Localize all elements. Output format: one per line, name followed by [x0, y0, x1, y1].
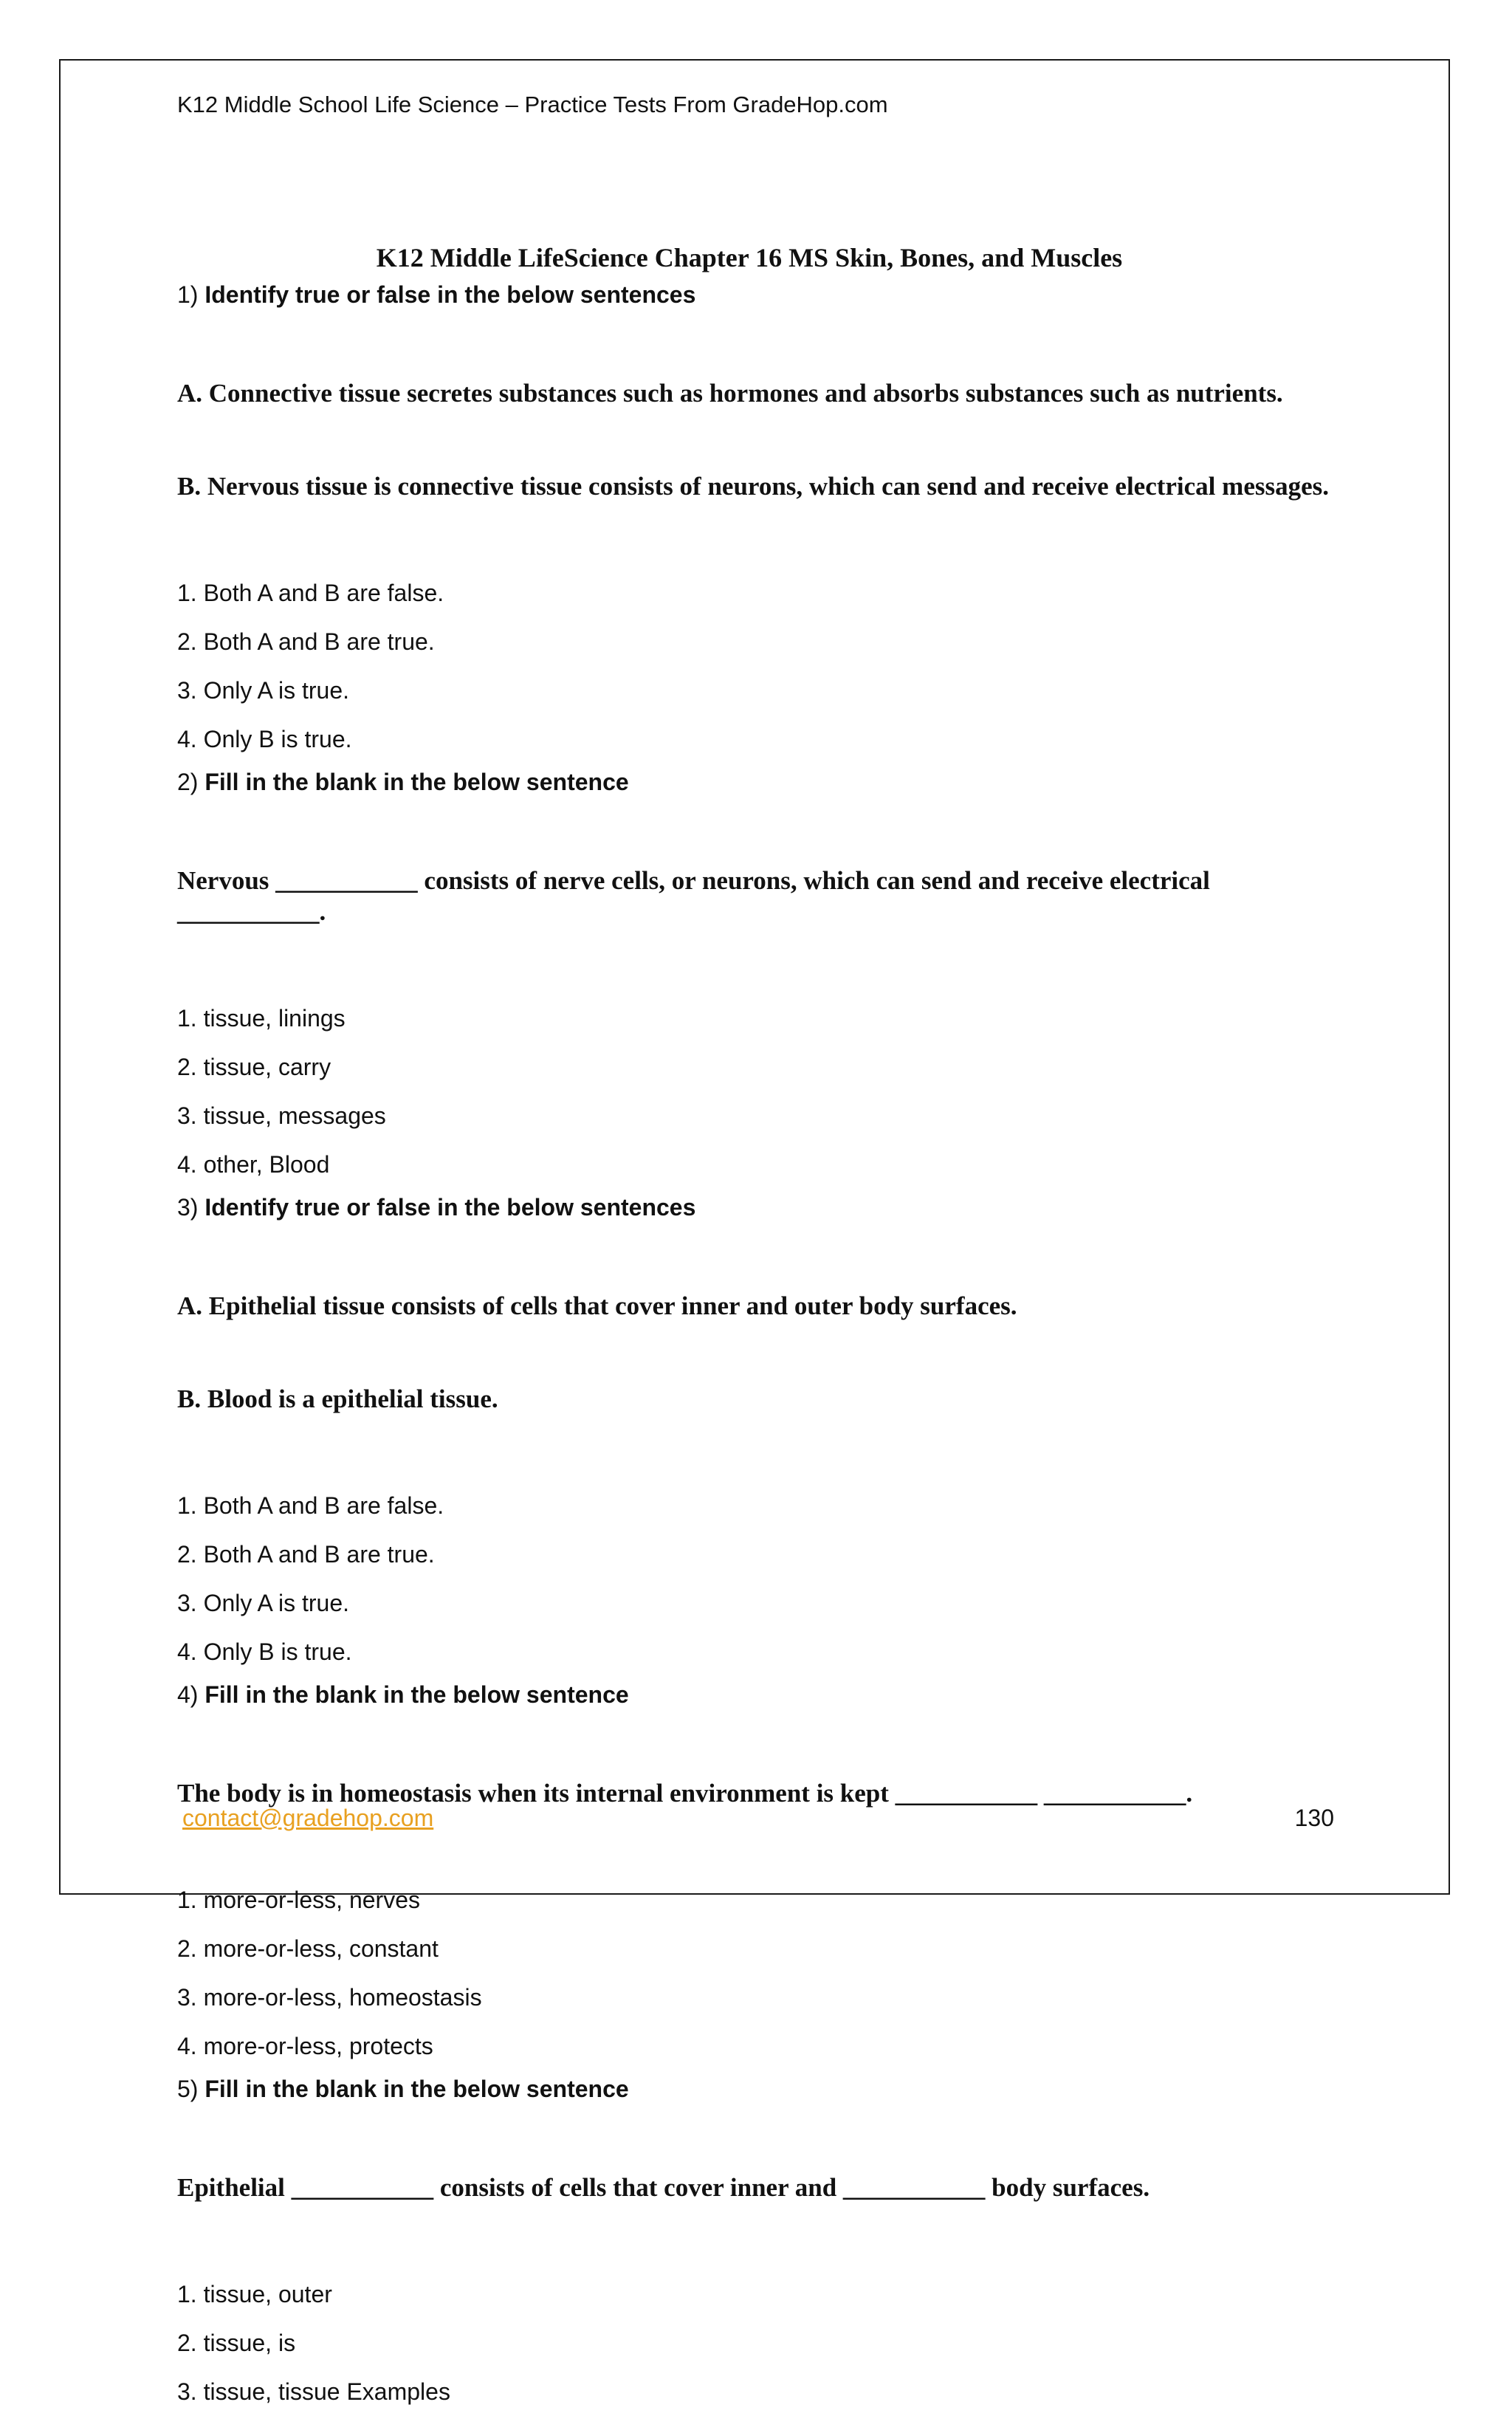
answer-option: 4. Only B is true.	[177, 1638, 352, 1665]
fill-blank-sentence: Nervous ___________ consists of nerve cells, or neurons, which can send and receive electrical ___________.	[177, 866, 1217, 926]
answer-options	[177, 2270, 1351, 2416]
question-4	[177, 1676, 1351, 2070]
page-number: 130	[1294, 1805, 1334, 1831]
answer-option: 2. tissue, carry	[177, 1054, 331, 1080]
question-number: 4)	[177, 1681, 199, 1708]
answer-options	[177, 994, 1351, 1189]
fill-blank-sentence: The body is in homeostasis when its internal environment is kept ___________ ___________.	[177, 1779, 1193, 1808]
answer-option: 2. Both A and B are true.	[177, 628, 435, 655]
page-content	[177, 84, 1351, 2416]
question-header	[177, 1189, 1351, 1226]
question-1	[177, 276, 1351, 763]
question-instruction: Fill in the blank in the below sentence	[205, 2076, 629, 2102]
statement-a: A. Epithelial tissue consists of cells that cover inner and outer body surfaces.	[177, 1291, 1017, 1320]
question-header	[177, 276, 1351, 313]
answer-options	[177, 569, 1351, 763]
statement-b: B. Blood is a epithelial tissue.	[177, 1384, 498, 1413]
answer-option: 4. more-or-less, protects	[177, 2033, 433, 2059]
question-stem	[177, 1716, 1351, 1871]
running-header: K12 Middle School Life Science – Practice Tests From GradeHop.com	[177, 92, 888, 117]
question-3	[177, 1189, 1351, 1676]
answer-option: 1. more-or-less, nerves	[177, 1887, 420, 1913]
question-2	[177, 763, 1351, 1189]
answer-option: 1. tissue, linings	[177, 1005, 346, 1032]
answer-option: 4. Only B is true.	[177, 726, 352, 752]
question-instruction: Fill in the blank in the below sentence	[205, 1681, 629, 1708]
answer-option: 2. more-or-less, constant	[177, 1935, 439, 1962]
answer-option: 3. Only A is true.	[177, 1590, 349, 1616]
question-5	[177, 2070, 1351, 2416]
question-number: 5)	[177, 2076, 199, 2102]
question-number: 3)	[177, 1194, 199, 1221]
answer-options	[177, 1876, 1351, 2070]
statement-b: B. Nervous tissue is connective tissue consists of neurons, which can send and receive electrical messages.	[177, 472, 1329, 501]
question-header	[177, 1676, 1351, 1713]
question-number: 1)	[177, 281, 199, 308]
question-instruction: Fill in the blank in the below sentence	[205, 769, 629, 795]
fill-blank-sentence: Epithelial ___________ consists of cells that cover inner and ___________ body surfaces.	[177, 2173, 1150, 2202]
question-stem	[177, 1229, 1351, 1477]
question-stem	[177, 2110, 1351, 2265]
answer-option: 1. Both A and B are false.	[177, 580, 444, 606]
answer-option: 1. Both A and B are false.	[177, 1492, 444, 1519]
answer-option: 2. tissue, is	[177, 2330, 296, 2356]
question-stem	[177, 316, 1351, 564]
answer-option: 4. other, Blood	[177, 1151, 330, 1178]
question-number: 2)	[177, 769, 199, 795]
page-footer	[182, 1797, 1334, 1839]
document-title: K12 Middle LifeScience Chapter 16 MS Skin, Bones, and Muscles	[376, 243, 1123, 272]
contact-email-link[interactable]: contact@gradehop.com	[182, 1805, 434, 1831]
statement-a: A. Connective tissue secretes substances such as hormones and absorbs substances such as nutrients.	[177, 379, 1283, 408]
question-stem	[177, 803, 1351, 989]
question-header	[177, 2070, 1351, 2107]
answer-option: 3. more-or-less, homeostasis	[177, 1984, 482, 2011]
answer-option: 3. tissue, messages	[177, 1102, 386, 1129]
question-instruction: Identify true or false in the below sentences	[205, 281, 696, 308]
answer-option: 3. tissue, tissue Examples	[177, 2378, 450, 2405]
answer-option: 3. Only A is true.	[177, 677, 349, 704]
answer-option: 1. tissue, outer	[177, 2281, 332, 2307]
question-instruction: Identify true or false in the below sentences	[205, 1194, 696, 1221]
question-header	[177, 763, 1351, 800]
answer-option: 2. Both A and B are true.	[177, 1541, 435, 1568]
answer-options	[177, 1481, 1351, 1676]
